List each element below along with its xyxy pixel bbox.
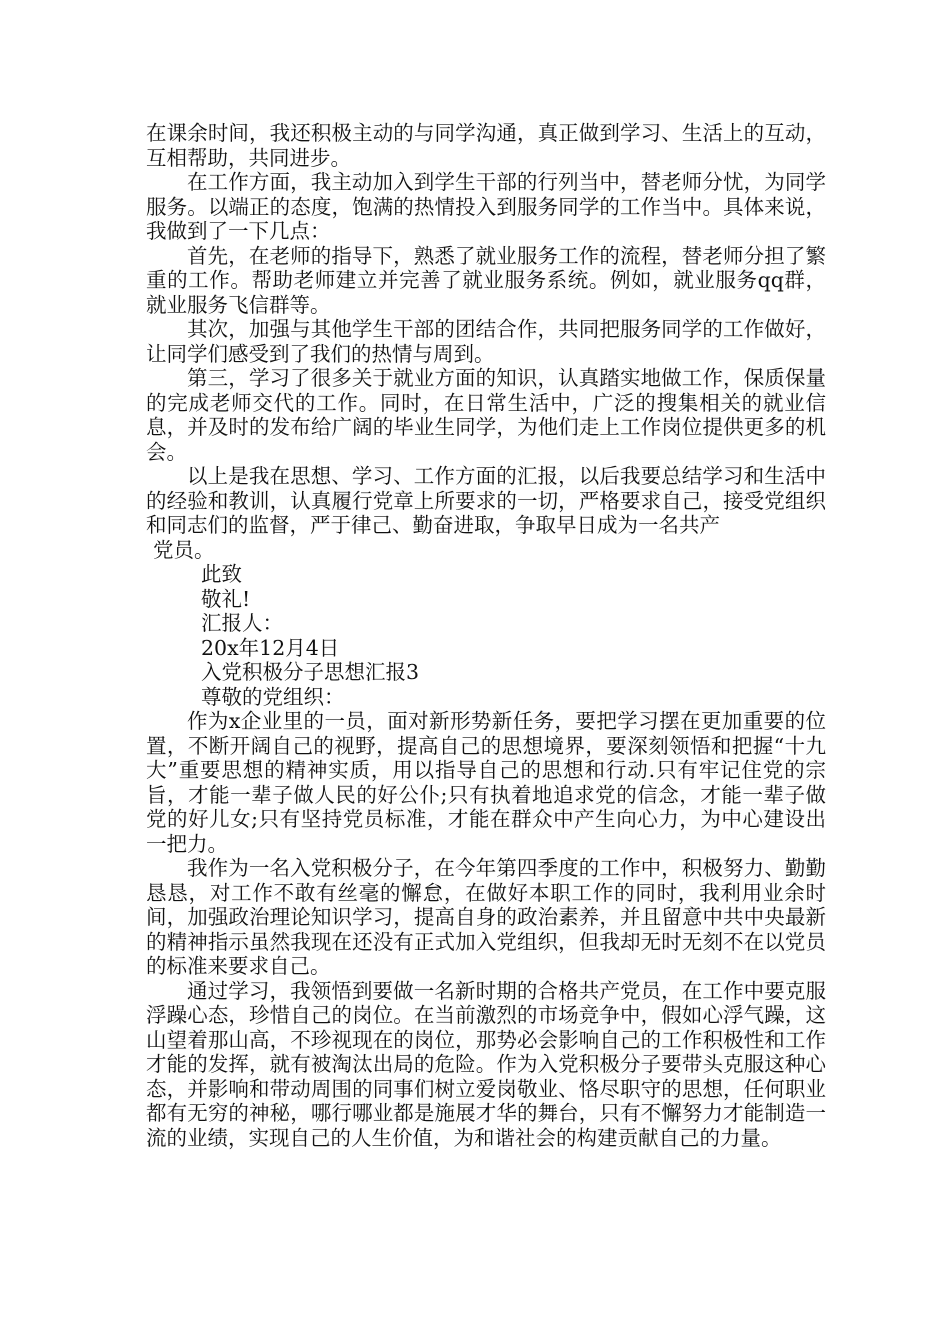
reporter-label: 汇报人： (201, 611, 283, 635)
closing-regards: 敬礼! (201, 586, 251, 611)
greeting-line: 尊敬的党组织： (201, 684, 345, 709)
paragraph-4: 其次，加强与其他学生干部的团结合作，共同把服务同学的工作做好，让同学们感受到了我们的热情与周到。 (146, 317, 826, 366)
paragraph-9: 通过学习，我领悟到要做一名新时期的合格共产党员，在工作中要克服浮躁心态，珍惜自己的岗位。在当前激烈的市场竞争中，假如心浮气躁，这山望着那山高，不珍视现在的岗位，那势必会影响自己的工作积极性和工作才能的发挥，就有被淘汰出局的危险。作为入党积极分子要带头克服这种心态，并影响和带动周围的同事们树立爱岗敬业、恪尽职守的思想，任何职业都有无穷的神秘，哪行哪业都是施展才华的舞台，只有不懈努力才能制造一流的业绩，实现自己的人生价值，为和谐社会的构建贡献自己的力量。 (146, 978, 826, 1150)
paragraph-2: 在工作方面，我主动加入到学生干部的行列当中，替老师分忧，为同学服务。以端正的态度，饱满的热情投入到服务同学的工作当中。具体来说，我做到了一下几点： (146, 170, 826, 243)
paragraph-3: 首先，在老师的指导下，熟悉了就业服务工作的流程，替老师分担了繁重的工作。帮助老师建立并完善了就业服务系统。例如，就业服务qq群，就业服务飞信群等。 (146, 243, 826, 317)
paragraph-8: 我作为一名入党积极分子，在今年第四季度的工作中，积极努力、勤勤恳恳，对工作不敢有丝毫的懈怠，在做好本职工作的同时，我利用业余时间，加强政治理论知识学习，提高自身的政治素养，并且留意中共中央最新的精神指示虽然我现在还没有正式加入党组织，但我却无时无刻不在以党员的标准来要求自己。 (146, 856, 826, 978)
paragraph-6: 以上是我在思想、学习、工作方面的汇报，以后我要总结学习和生活中的经验和教训，认真履行党章上所要求的一切，严格要求自己，接受党组织和同志们的监督，严于律己、勤奋进取，争取早日成为一名共产 (146, 464, 826, 537)
continuation-line: 党员。 (153, 537, 215, 562)
paragraph-5: 第三，学习了很多关于就业方面的知识，认真踏实地做工作，保质保量的完成老师交代的工作。同时，在日常生活中，广泛的搜集相关的就业信息，并及时的发布给广阔的毕业生同学，为他们走上工作岗位提供更多的机会。 (146, 366, 826, 464)
closing-salutation: 此致 (201, 562, 242, 586)
section-title: 入党积极分子思想汇报3 (201, 660, 420, 684)
paragraph-7: 作为x企业里的一员，面对新形势新任务，要把学习摆在更加重要的位置，不断开阔自己的视野，提高自己的思想境界，要深刻领悟和把握“十九大”重要思想的精神实质，用以指导自己的思想和行动.只有牢记住党的宗旨，才能一辈子做人民的好公仆;只有执着地追求党的信念，才能一辈子做党的好儿女;只有坚持党员标准，才能在群众中产生向心力，为中心建设出一把力。 (146, 709, 826, 856)
document-body (146, 121, 826, 1150)
paragraph-1: 在课余时间，我还积极主动的与同学沟通，真正做到学习、生活上的互动，互相帮助，共同进步。 (146, 121, 826, 170)
report-date: 20x年12月4日 (201, 635, 340, 660)
